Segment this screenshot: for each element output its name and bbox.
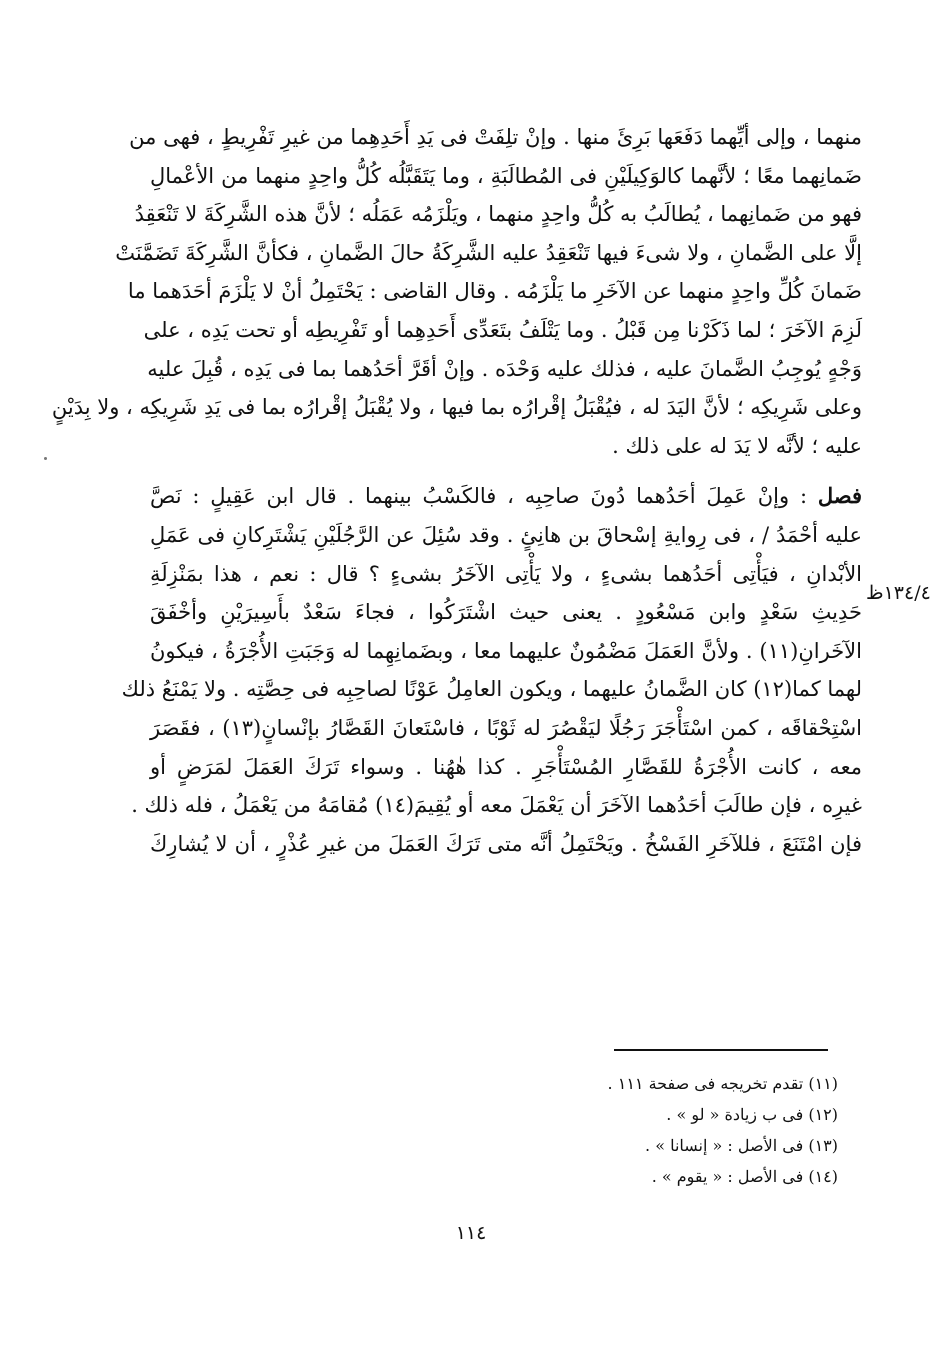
footnote-separator [614, 1049, 828, 1051]
text-line-with-heading [150, 477, 862, 516]
text-line: عليه أحْمَدُ / ، فى رِوايةِ إسْحاقَ بن هانِئٍ . وقد سُئِلَ عن الرَّجُلَيْنِ يَشْتَرِكانِ فى عَمَلِ [150, 522, 862, 547]
text-line: لهما كما(١٢) كان الضَّمانُ عليهما ، ويكون العامِلُ عَوْنًا لصاحِبِه فى حِصَّتِه . ولا يَمْنَعُ ذلك [121, 677, 862, 702]
footnote: (١٣) فى الأصل : « إنسانا » . [645, 1136, 838, 1155]
stray-ink-dot [44, 457, 47, 460]
footnote: (١٢) فى ب زيادة « لو » . [666, 1105, 838, 1124]
text-line: اسْتِحْقاقَه ، كمن اسْتَأْجَرَ رَجُلًا ليَقْصُرَ له ثَوْبًا ، فاسْتَعانَ القَصَّارُ بإنْسانٍ(١٣) ، فقَصَرَ [150, 715, 863, 740]
text-span: : وإنْ عَمِلَ أحَدُهما دُونَ صاحِبِه ، فالكَسْبُ بينهما . قال ابن عَقِيلٍ : نَصَّ [150, 484, 818, 509]
text-line: حَدِيثِ سَعْدٍ وابن مَسْعُودٍ . يعنى حيث اشْتَرَكُوا ، فجاءَ سَعْدٌ بأَسِيرَيْنِ وأخْفَقَ [150, 600, 862, 625]
text-line: ضَمانِهما معًا ؛ لأنَّهما كالوَكِيلَيْنِ فى المُطالَبَةِ ، وما يَتَقَبَّلُه كُلُّ واحِدٍ منهما من الأعْمالِ [150, 163, 862, 188]
footnote: (١١) تقدم تخريجه فى صفحة ١١١ . [607, 1074, 838, 1093]
page-number: ١١٤ [455, 1222, 487, 1244]
text-line: وَجْهٍ يُوجِبُ الضَّمانَ عليه ، فذلك عليه وَحْدَه . وإنْ أقَرَّ أحَدُهما بما فى يَدِه ، قُبِلَ عليه [147, 356, 862, 381]
text-line: منهما ، وإلى أيِّهما دَفَعَها بَرِئَ منها . وإنْ تلِفَتْ فى يَدِ أَحَدِهِما من غيرِ تَفْرِيطٍ ، فهى من [129, 125, 862, 149]
text-line: معه ، كانت الأُجْرَةُ للقَصَّارِ المُسْتَأْجَرِ . كذا هٰهُنا . وسواء تَرَكَ العَمَلَ لمَرَضٍ أو [150, 754, 862, 779]
paragraph-1 [51, 118, 862, 465]
text-line: فإن امْتَنَعَ ، فللآخَرِ الفَسْخُ . ويَحْتَمِلُ أنَّه متى تَرَكَ العَمَلَ من غيرِ عُذْرٍ ، أن لا يُشارِكَ [150, 831, 862, 856]
paragraph-gap [150, 465, 862, 477]
main-text [51, 118, 863, 863]
text-line: عليه ؛ لأنَّه لا يَدَ له على ذلك . [612, 433, 862, 458]
text-line: الأبْدانِ ، فيَأْتِى أحَدُهما بشىءٍ ، ولا يَأْتِى الآخَرُ بشىءٍ ؟ قال : نعم ، هذا بمَنْزِلَةِ [150, 561, 862, 586]
text-line: فهو من ضَمانِهما ، يُطالَبُ به كُلُّ واحِدٍ منهما ، ويَلْزَمُه عَمَلُه ؛ لأنَّ هذه الشَّرِكَةَ لا تَنْعَقِدُ [134, 202, 862, 227]
text-line: لَزِمَ الآخَرَ ؛ لما ذَكَرْنا مِن قَبْلُ . وما يَتْلَفُ بتَعَدِّى أَحَدِهِما أو تَفْرِيطِه أو تحت يَدِه ، على [143, 317, 862, 342]
paragraph-2 [121, 477, 863, 863]
text-line: وعلى شَرِيكِه ؛ لأنَّ اليَدَ له ، فيُقْبَلُ إقْرارُه بما فيها ، ولا يُقْبَلُ إقْرارُه بما فى يَدِ شَرِيكِه ، ولا بِدَيْنٍ [51, 395, 862, 420]
footnotes [418, 1068, 838, 1192]
text-line: ضَمانَ كُلِّ واحِدٍ منهما عن الآخَرِ ما يَلْزَمُه . وقال القاضى : يَحْتَمِلُ أنْ لا يَلْزَمَ أحَدَهما ما [127, 279, 862, 304]
footnote: (١٤) فى الأصل : « يقوم » . [651, 1167, 838, 1186]
manuscript-folio-note: ١٣٤/٤ظ [866, 582, 931, 604]
text-line: غيرِه ، فإن طالَبَ أحَدُهما الآخَرَ أن يَعْمَلَ معه أو يُقِيمَ(١٤) مُقامَهُ من يَعْمَلُ ، فله ذلك . [131, 793, 862, 818]
text-line: إلَّا على الضَّمانِ ، ولا شىءَ فيها تَنْعَقِدُ عليه الشَّرِكَةُ حالَ الضَّمانِ ، فكأنَّ الشَّرِكَةَ تَضَمَّنَتْ [115, 240, 862, 265]
section-label: فصل [817, 483, 862, 509]
text-line: الآخَرانِ(١١) . ولأنَّ العَمَلَ مَضْمُونٌ عليهما معا ، وبضَمانِهِما له وَجَبَتِ الأُجْرَةُ ، فيكونُ [150, 638, 862, 663]
